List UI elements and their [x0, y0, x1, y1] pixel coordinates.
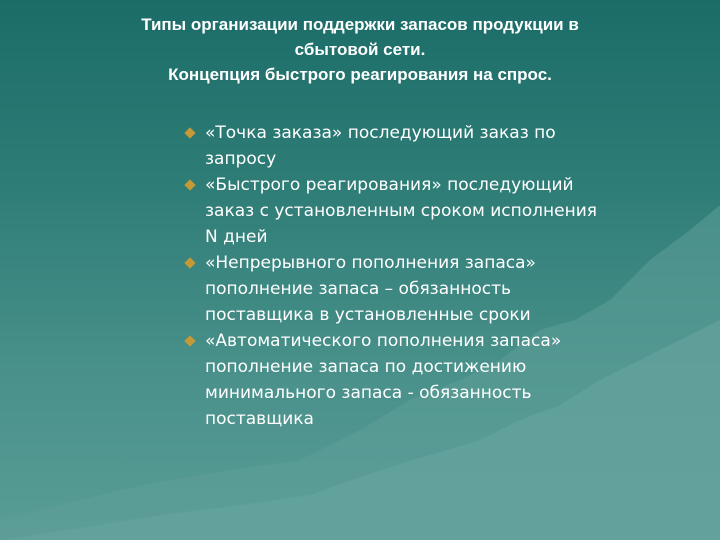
- bullet-text: [205, 120, 696, 172]
- title-line-1: Типы организации поддержки запасов продукции в: [141, 15, 579, 34]
- bullet-line: пополнение запаса – обязанность: [205, 279, 512, 299]
- bullet-line: пополнение запаса по достижению: [205, 357, 527, 377]
- diamond-bullet-icon: [184, 335, 195, 346]
- title-line-2: сбытовой сети.: [294, 40, 426, 59]
- bullet-text: [205, 172, 696, 250]
- bullet-item-automatic-replenishment: [186, 328, 696, 432]
- bullet-line: поставщика: [205, 409, 314, 429]
- bullet-line: запросу: [205, 149, 277, 169]
- bullet-item-continuous-replenishment: [186, 250, 696, 328]
- bullet-line: заказ с установленным сроком исполнения: [205, 201, 597, 221]
- diamond-bullet-icon: [184, 257, 195, 268]
- bullet-line: «Точка заказа» последующий заказ по: [205, 123, 556, 143]
- bullet-line: поставщика в установленные сроки: [205, 305, 531, 325]
- diamond-bullet-icon: [184, 127, 195, 138]
- bullet-line: «Быстрого реагирования» последующий: [205, 175, 574, 195]
- slide-title: [40, 12, 680, 87]
- bullet-line: «Автоматического пополнения запаса»: [205, 331, 562, 351]
- bullet-line: «Непрерывного пополнения запаса»: [205, 253, 536, 273]
- bullet-list: [186, 120, 696, 432]
- bullet-line: минимального запаса - обязанность: [205, 383, 532, 403]
- bullet-item-quick-response: [186, 172, 696, 250]
- title-line-3: Концепция быстрого реагирования на спрос.: [168, 65, 552, 84]
- bullet-text: [205, 328, 696, 432]
- bullet-line: N дней: [205, 227, 268, 247]
- diamond-bullet-icon: [184, 179, 195, 190]
- bullet-item-order-point: [186, 120, 696, 172]
- bullet-text: [205, 250, 696, 328]
